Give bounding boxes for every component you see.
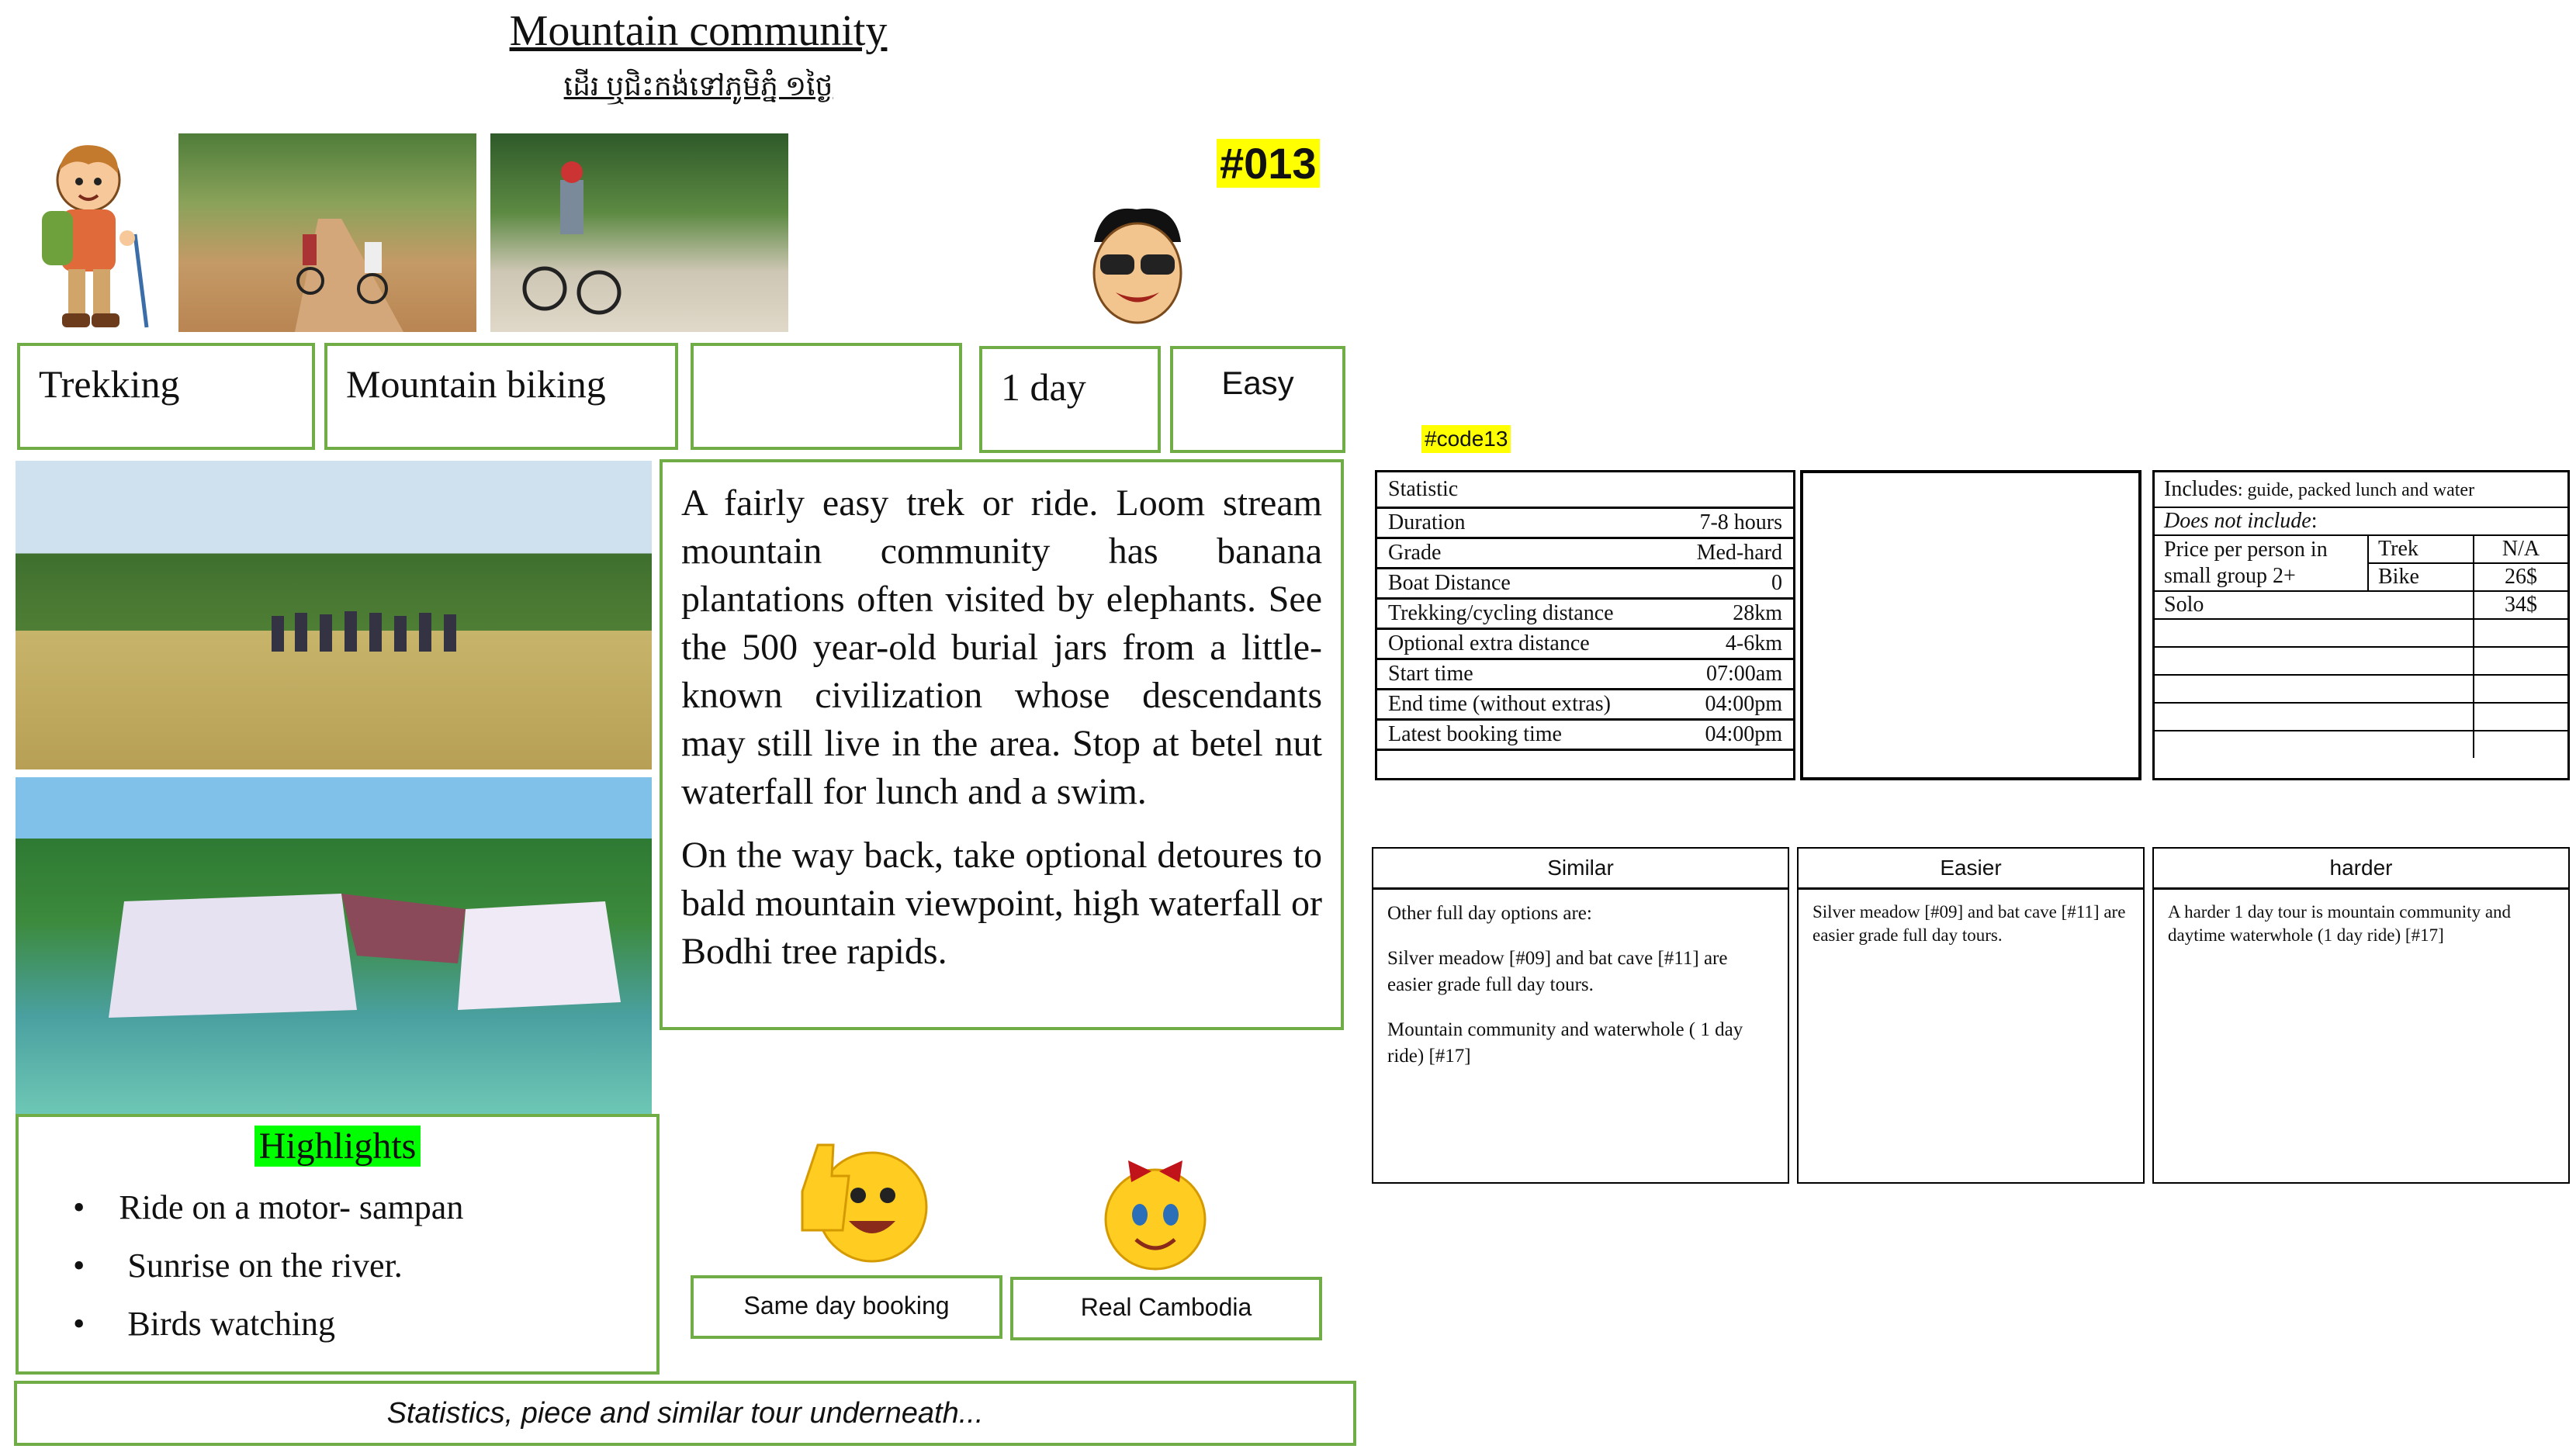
- highlight-item: • Ride on a motor- sampan: [73, 1188, 464, 1226]
- bike-label: Bike: [2368, 563, 2474, 591]
- easier-heading: Easier: [1799, 849, 2143, 890]
- highlight-item: • Sunrise on the river.: [73, 1247, 403, 1285]
- bike-price: 26$: [2474, 563, 2567, 591]
- pricing-table: [2152, 470, 2570, 780]
- includes-row: Includes: guide, packed lunch and water: [2155, 472, 2567, 507]
- thumbs-up-emoji-icon: [787, 1129, 934, 1269]
- biking-photo-forest-trail: [490, 133, 788, 332]
- trek-price: N/A: [2474, 535, 2567, 563]
- guide-face-illustration: [1079, 203, 1195, 327]
- biking-photo-dirt-road: [178, 133, 476, 332]
- similar-text: Mountain community and waterwhole ( 1 day ride) [#17]: [1387, 1019, 1743, 1067]
- harder-tours-box: [2152, 847, 2570, 1184]
- similar-text: Other full day options are:: [1387, 903, 1592, 924]
- tour-code: #013: [1217, 138, 1320, 188]
- highlights-box: [16, 1114, 660, 1375]
- trek-label: Trek: [2368, 535, 2474, 563]
- stat-row: Duration 7-8 hours: [1377, 508, 1793, 538]
- meadow-trek-photo: [16, 461, 652, 769]
- hiker-illustration: [19, 133, 158, 335]
- page-subtitle: ដើរ ឬជិះកង់ទៅភូមិភ្នំ ១ថ្ងៃ: [563, 71, 833, 102]
- highlight-item: • Birds watching: [73, 1305, 336, 1343]
- statistics-heading: Statistic: [1377, 472, 1793, 508]
- stat-row: Optional extra distance 4-6km: [1377, 629, 1793, 659]
- real-cambodia-button[interactable]: Real Cambodia: [1010, 1277, 1322, 1340]
- code-label: #code13: [1421, 425, 1511, 453]
- similar-tours-box: [1372, 847, 1789, 1184]
- description-paragraph-2: On the way back, take optional detoures to bald mountain viewpoint, high waterfall or Bodhi tree rapids.: [681, 835, 1322, 972]
- activity-tag-trekking: Trekking: [17, 343, 315, 450]
- similar-text: Silver meadow [#09] and bat cave [#11] are easier grade full day tours.: [1387, 948, 1728, 995]
- stat-row: End time (without extras) 04:00pm: [1377, 690, 1793, 720]
- footer-note: Statistics, piece and similar tour underneath...: [14, 1381, 1356, 1446]
- easier-tours-box: [1797, 847, 2145, 1184]
- stat-row: Trekking/cycling distance 28km: [1377, 599, 1793, 629]
- price-per-person-label: Price per person in small group 2+: [2155, 535, 2368, 591]
- highlights-list: [73, 1188, 656, 1344]
- empty-image-box: [1800, 470, 2141, 780]
- solo-label: Solo: [2155, 591, 2474, 619]
- waterfall-photo: [16, 777, 652, 1119]
- stat-row: Grade Med-hard: [1377, 538, 1793, 569]
- smiley-girl-emoji-icon: [1097, 1156, 1214, 1272]
- harder-heading: harder: [2154, 849, 2568, 890]
- stat-row: Boat Distance 0: [1377, 569, 1793, 599]
- highlights-title: Highlights: [254, 1126, 421, 1167]
- activity-tag-mountain-biking: Mountain biking: [324, 343, 678, 450]
- easier-text: Silver meadow [#09] and bat cave [#11] are easier grade full day tours.: [1813, 902, 2126, 945]
- page-title: Mountain community: [509, 7, 888, 55]
- harder-text: A harder 1 day tour is mountain community and daytime waterwhole (1 day ride) [#17]: [2168, 902, 2512, 945]
- similar-heading: Similar: [1373, 849, 1788, 890]
- solo-price: 34$: [2474, 591, 2567, 619]
- tour-description: [660, 459, 1344, 1030]
- difficulty-tag: Easy: [1170, 346, 1345, 453]
- stat-row: Latest booking time 04:00pm: [1377, 720, 1793, 750]
- activity-tag-empty: [691, 343, 962, 450]
- stat-row: Start time 07:00am: [1377, 659, 1793, 690]
- not-include-row: Does not include:: [2155, 507, 2567, 535]
- description-paragraph-1: A fairly easy trek or ride. Loom stream mountain community has banana plantations often visited by elephants. See the 500 year-old burial jars from a little-known civilization whose descendants may still live in the area. Stop at betel nut waterfall for lunch and a swim.: [681, 482, 1322, 812]
- same-day-booking-button[interactable]: Same day booking: [691, 1275, 1002, 1339]
- statistics-table: [1375, 470, 1795, 780]
- duration-tag: 1 day: [979, 346, 1161, 453]
